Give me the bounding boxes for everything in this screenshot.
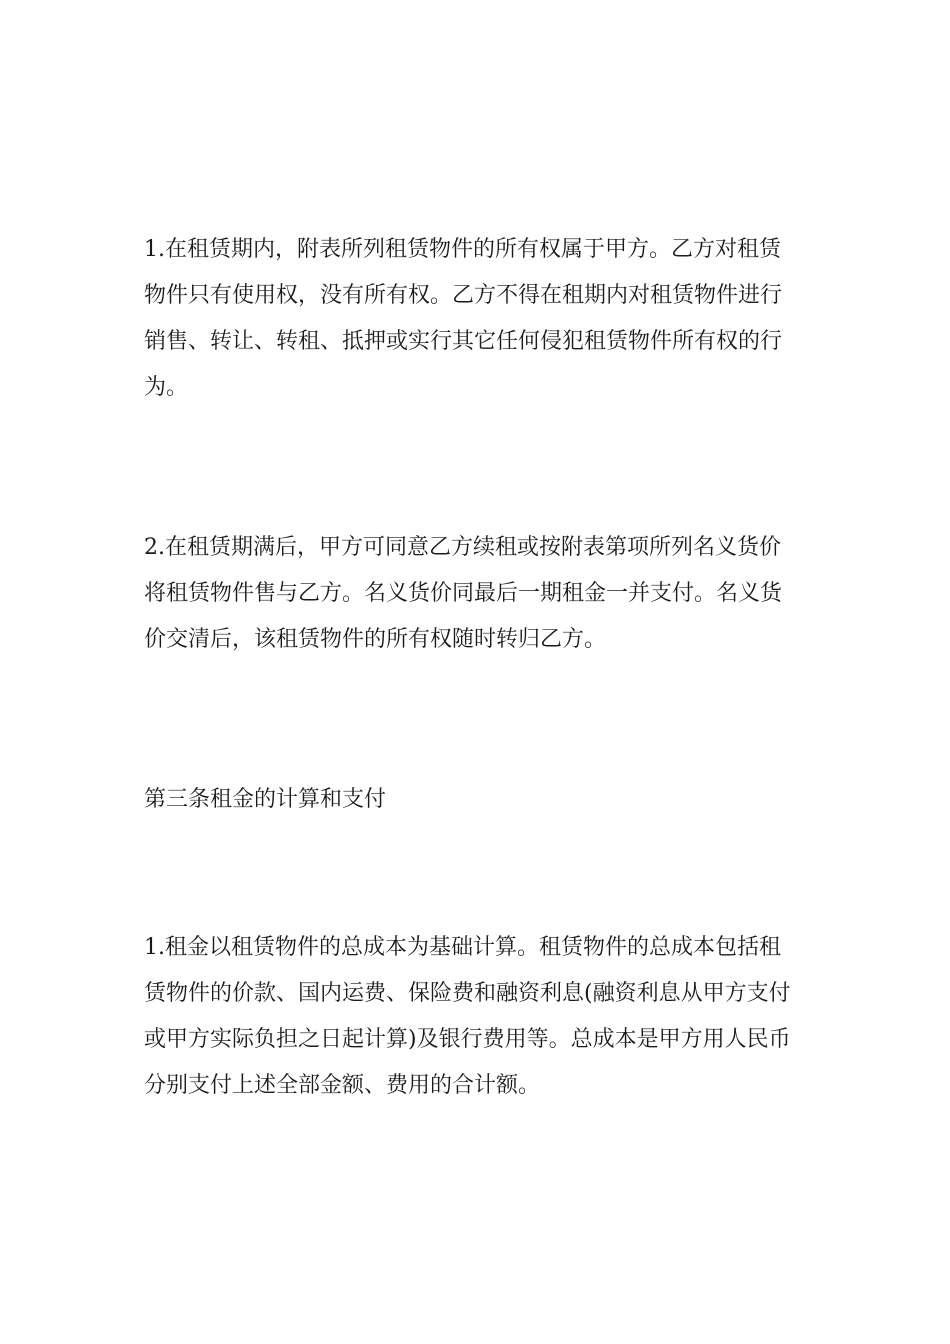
paragraph-rent-calculation: 1.租金以租赁物件的总成本为基础计算。租赁物件的总成本包括租 赁物件的价款、国内运费、保险费和融资利息(融资利息从甲方支付 或甲方实际负担之日起计算)及银行费用等。总成本是甲方用人民币 分别支付上述全部金额、费用的合计额。: [144, 935, 791, 1098]
paragraph-ownership-after-lease: 2.在租赁期满后，甲方可同意乙方续租或按附表第项所列名义货价 将租赁物件售与乙方。名义货价同最后一期租金一并支付。名义货 价交清后，该租赁物件的所有权随时转归乙方。: [144, 535, 783, 652]
section-heading-rent: 第三条租金的计算和支付: [144, 787, 387, 812]
paragraph-ownership-during-lease: 1.在租赁期内，附表所列租赁物件的所有权属于甲方。乙方对租赁 物件只有使用权，没有所有权。乙方不得在租期内对租赁物件进行 销售、转让、转租、抵押或实行其它任何侵犯租赁物件所有权的行 为。: [144, 237, 783, 400]
